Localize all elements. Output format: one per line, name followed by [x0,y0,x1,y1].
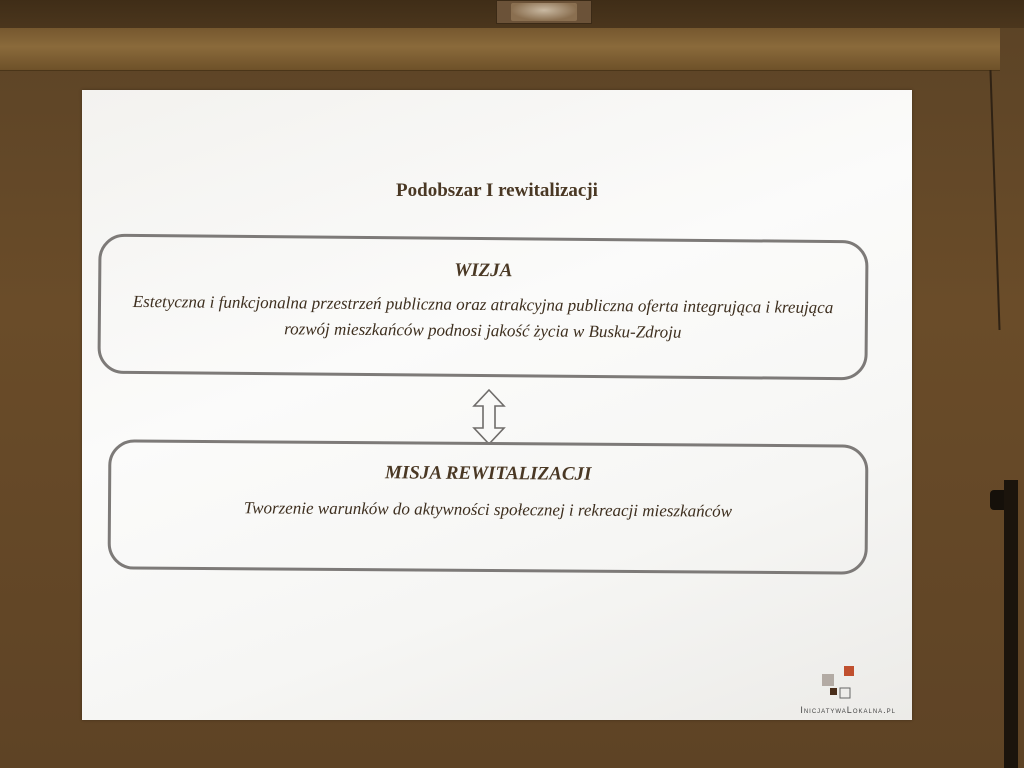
logo-square-gray [822,674,834,686]
mission-text: Tworzenie warunków do aktywności społecznej i rekreacji mieszkańców [243,498,733,521]
footer-logo-text: InicjatywaLokalna.pl [800,705,896,715]
double-vertical-arrow-icon [470,388,508,446]
logo-square-dark [830,688,837,695]
stand-pole [1004,480,1018,768]
vision-box [97,234,868,381]
projected-slide [82,90,912,720]
inicjatywa-lokalna-logo-icon [820,666,860,700]
screen-cord [989,70,1000,330]
vision-text: Estetyczna i funkcjonalna przestrzeń publiczna oraz atrakcyjna publiczna oferta integrująca i kreująca rozwój mieszkańców podnosi jakość życia w Busku-Zdroju [132,291,834,342]
projector-screen-housing [0,28,1000,71]
slide-title: Podobszar I rewitalizacji [396,180,598,201]
wall-emblem [496,0,592,24]
mission-heading: MISJA REWITALIZACJI [384,462,592,485]
vision-heading: WIZJA [454,259,513,282]
mission-box [108,439,869,574]
logo-square-red [844,666,854,676]
logo-square-outline [840,688,850,698]
eagle-emblem-icon [511,3,577,21]
